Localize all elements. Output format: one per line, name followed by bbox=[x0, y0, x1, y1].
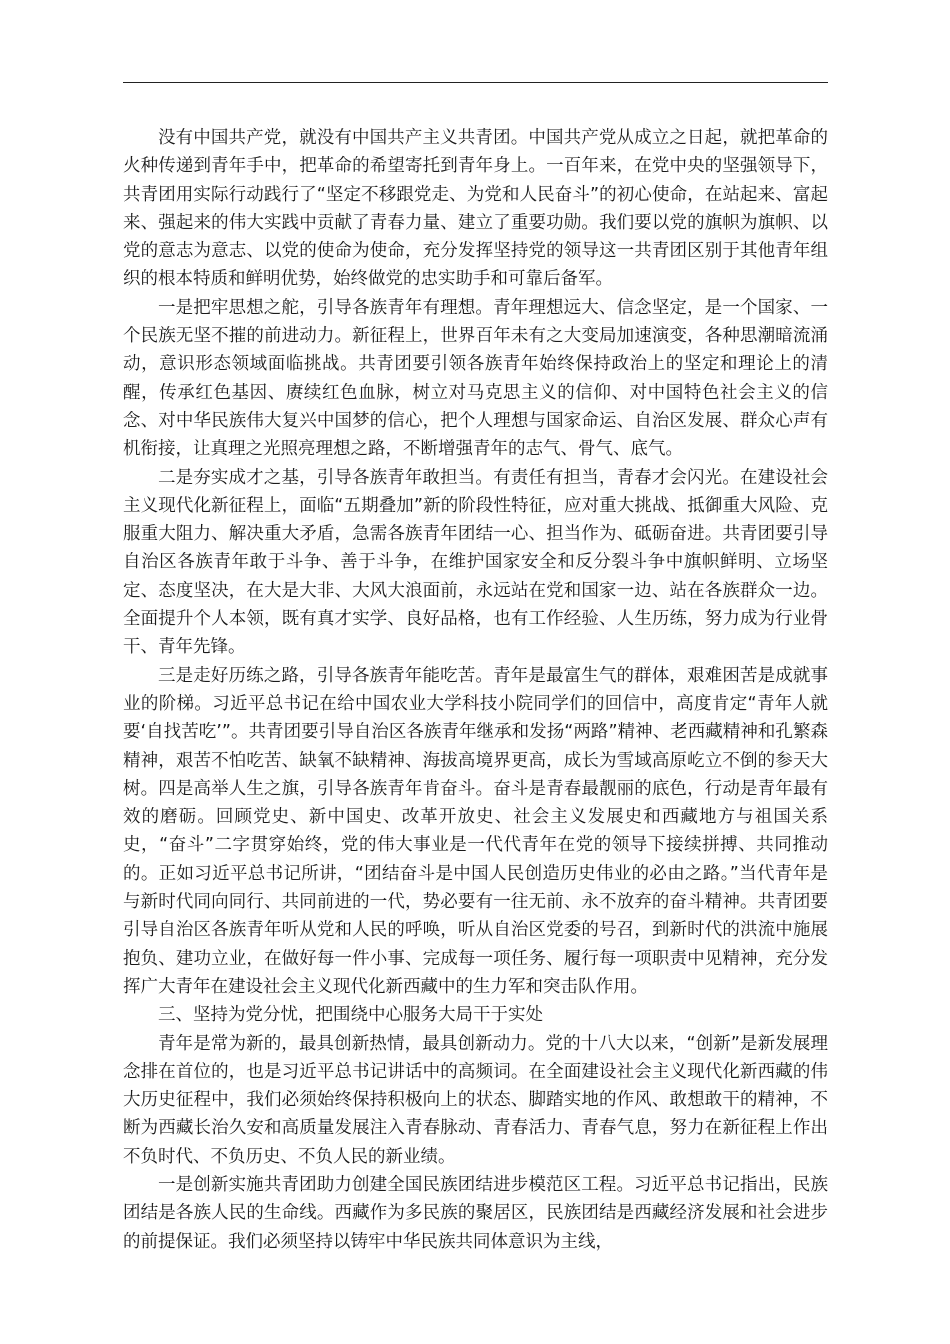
paragraph-party-leadership: 没有中国共产党，就没有中国共产主义共青团。中国共产党从成立之日起，就把革命的火种传递到青年手中，把革命的希望寄托到青年身上。一百年来，在党中央的坚强领导下，共青团用实际行动践行了“坚定不移跟党走、为党和人民奋斗”的初心使命，在站起来、富起来、强起来的伟大实践中贡献了青春力量、建立了重要功勋。我们要以党的旗帜为旗帜、以党的意志为意志、以党的使命为使命，充分发挥坚持党的领导这一共青团区别于其他青年组织的根本特质和鲜明优势，始终做党的忠实助手和可靠后备军。 bbox=[123, 128, 828, 290]
paragraph-innovation: 青年是常为新的，最具创新热情，最具创新动力。党的十八大以来，“创新”是新发展理念排在首位的，也是习近平总书记讲话中的高频词。在全面建设社会主义现代化新西藏的伟大历史征程中，我们必须始终保持积极向上的状态、脚踏实地的作风、敢想敢干的精神，不断为西藏长治久安和高质量发展注入青春脉动、青春活力、青春气息，努力在新征程上作出不负时代、不负历史、不负人民的新业绩。 bbox=[123, 1033, 828, 1167]
header-rule bbox=[123, 82, 828, 83]
paragraph-hardship-struggle: 三是走好历练之路，引导各族青年能吃苦。青年是最富生气的群体，艰难困苦是成就事业的阶梯。习近平总书记在给中国农业大学科技小院同学们的回信中，高度肯定“青年人就要‘自找苦吃’”。共青团要引导自治区各族青年继承和发扬“两路”精神、老西藏精神和孔繁森精神，艰苦不怕吃苦、缺氧不缺精神、海拔高境界更高，成长为雪域高原屹立不倒的参天大树。四是高举人生之旗，引导各族青年肯奋斗。奋斗是青春最靓丽的底色，行动是青年最有效的磨砺。回顾党史、新中国史、改革开放史、社会主义发展史和西藏地方与祖国关系史，“奋斗”二字贯穿始终，党的伟大事业是一代代青年在党的领导下接续拼搏、共同推动的。正如习近平总书记所讲，“团结奋斗是中国人民创造历史伟业的必由之路。”当代青年是与新时代同向同行、共同前进的一代，势必要有一往无前、永不放弃的奋斗精神。共青团要引导自治区各族青年听从党和人民的呼唤，听从自治区党委的号召，到新时代的洪流中施展抱负、建功立业，在做好每一件小事、完成每一项任务、履行每一项职责中见精神，充分发挥广大青年在建设社会主义现代化新西藏中的生力军和突击队作用。 bbox=[123, 665, 828, 997]
section-heading-serve-party: 三、坚持为党分忧，把围绕中心服务大局干于实处 bbox=[158, 1005, 543, 1026]
paragraph-ideals: 一是把牢思想之舵，引导各族青年有理想。青年理想远大、信念坚定，是一个国家、一个民族无坚不摧的前进动力。新征程上，世界百年未有之大变局加速演变，各种思潮暗流涌动，意识形态领域面临挑战。共青团要引领各族青年始终保持政治上的坚定和理论上的清醒，传承红色基因、赓续红色血脉，树立对马克思主义的信仰、对中国特色社会主义的信念、对中华民族伟大复兴中国梦的信心，把个人理想与国家命运、自治区发展、群众心声有机衔接，让真理之光照亮理想之路，不断增强青年的志气、骨气、底气。 bbox=[123, 297, 828, 460]
paragraph-responsibility: 二是夯实成才之基，引导各族青年敢担当。有责任有担当，青春才会闪光。在建设社会主义现代化新征程上，面临“五期叠加”新的阶段性特征，应对重大挑战、抵御重大风险、克服重大阻力、解决重大矛盾，急需各族青年团结一心、担当作为、砥砺奋进。共青团要引导自治区各族青年敢于斗争、善于斗争，在维护国家安全和反分裂斗争中旗帜鲜明、立场坚定、态度坚决，在大是大非、大风大浪面前，永远站在党和国家一边、站在各族群众一边。全面提升个人本领，既有真才实学、良好品格，也有工作经验、人生历练，努力成为行业骨干、青年先锋。 bbox=[123, 467, 828, 658]
paragraph-ethnic-unity: 一是创新实施共青团助力创建全国民族团结进步模范区工程。习近平总书记指出，民族团结是各族人民的生命线。西藏作为多民族的聚居区，民族团结是西藏经济发展和社会进步的前提保证。我们必须坚持以铸牢中华民族共同体意识为主线， bbox=[123, 1174, 828, 1252]
document-body bbox=[123, 124, 828, 1256]
